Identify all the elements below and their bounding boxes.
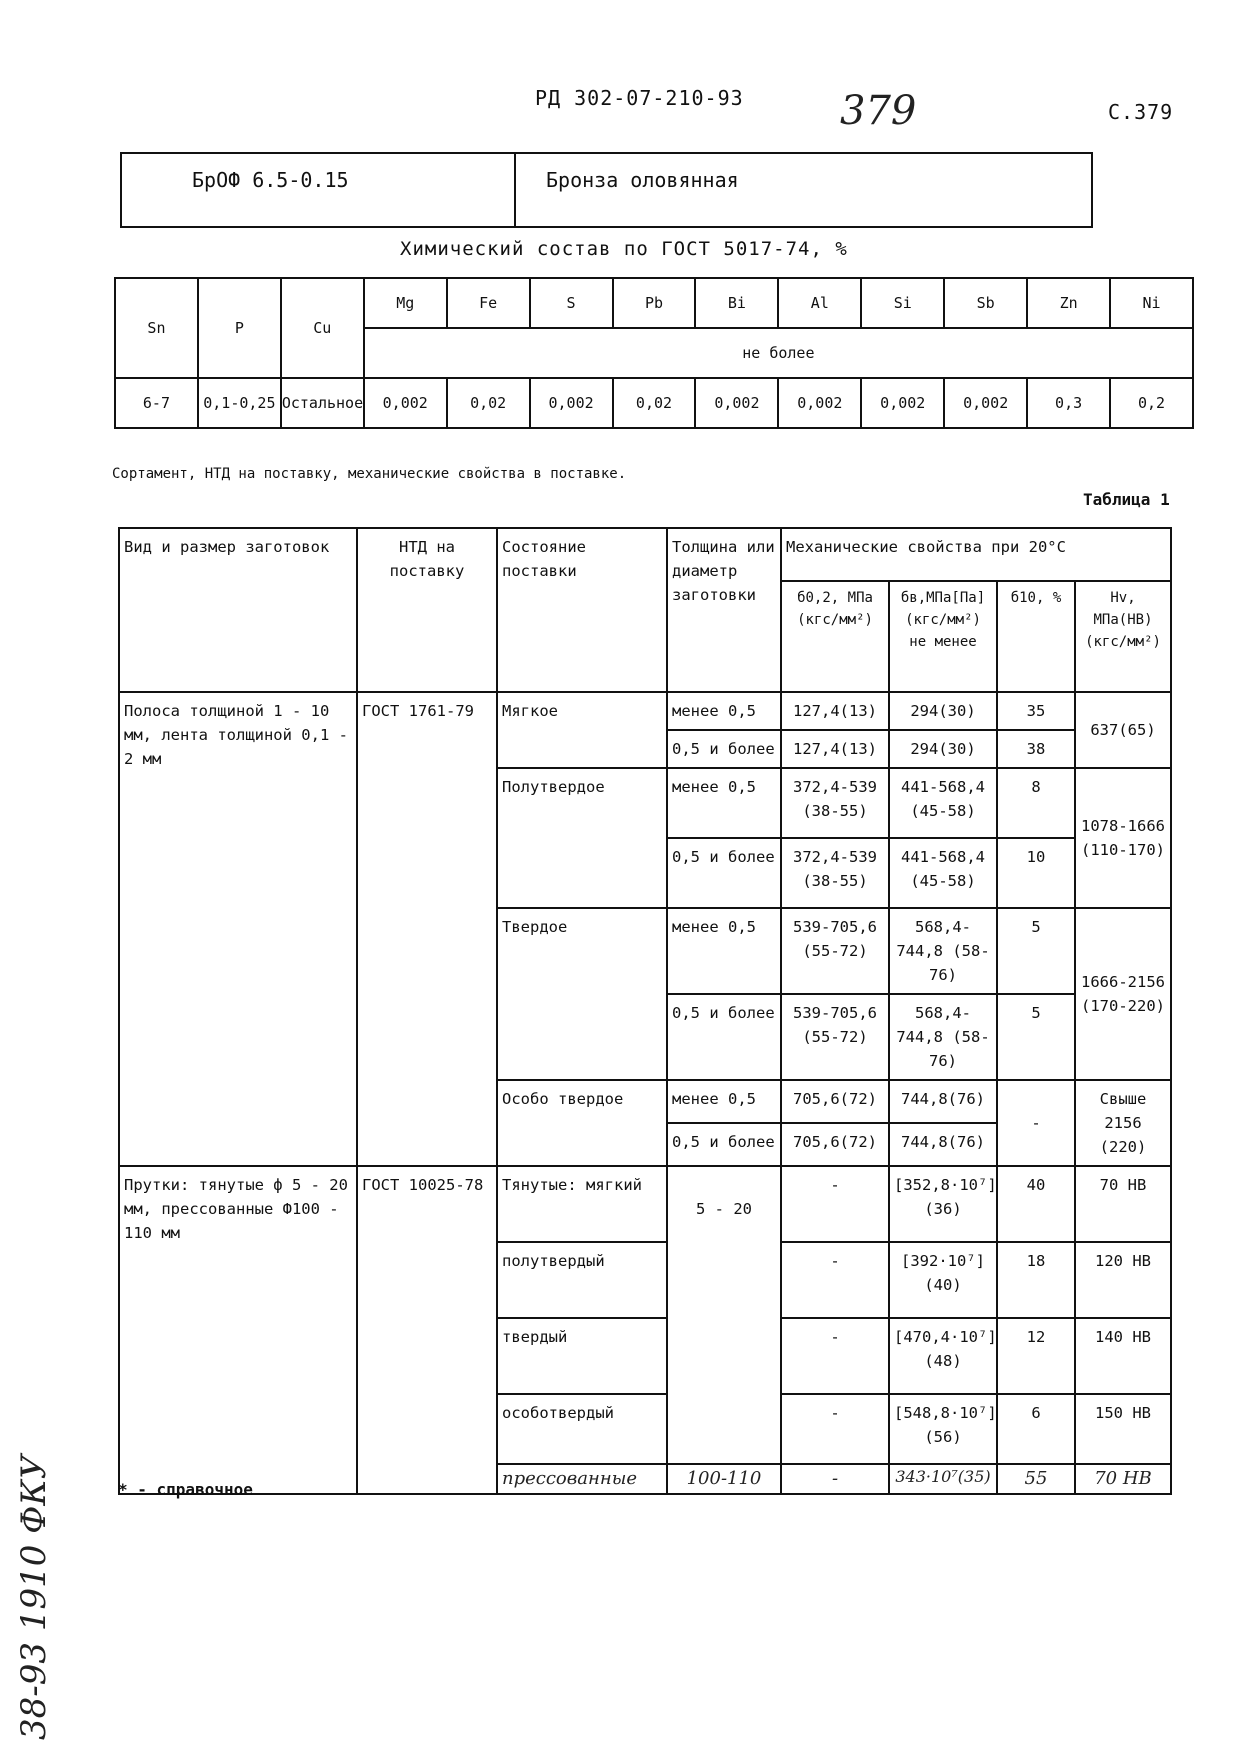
header-s02 <box>781 581 889 692</box>
chem-col-header: Bi <box>695 278 778 328</box>
header-s02-label: б0,2, МПа <box>797 590 873 607</box>
sv-cell: [470,4·10⁷] (48) <box>889 1318 997 1394</box>
thickness-cell: 0,5 и более <box>667 730 781 768</box>
header-kind <box>119 528 357 692</box>
s02-cell: 372,4-539 (38-55) <box>781 768 889 838</box>
thickness-cell: менее 0,5 <box>667 768 781 838</box>
hv-cell: Свыше 2156 (220) <box>1075 1080 1171 1166</box>
sv-cell: [352,8·10⁷] (36) <box>889 1166 997 1242</box>
sv-cell: 294(30) <box>889 692 997 730</box>
chem-col-header: Zn <box>1027 278 1110 328</box>
d10-cell: 10 <box>997 838 1075 908</box>
thickness-cell: менее 0,5 <box>667 908 781 994</box>
d10-cell: 6 <box>997 1394 1075 1464</box>
s02-cell: - <box>781 1242 889 1318</box>
hw-d10: 55 <box>997 1464 1075 1494</box>
hv-cell: 70 НВ <box>1075 1166 1171 1242</box>
bars-state: особотвердый <box>497 1394 667 1464</box>
handwritten-page-number: 379 <box>840 88 917 134</box>
chem-subheader-not-more: не более <box>364 328 1193 378</box>
header-hv <box>1075 581 1171 692</box>
header-min: не менее <box>909 633 977 650</box>
s02-cell: 539-705,6 (55-72) <box>781 908 889 994</box>
chem-value: Остальное <box>281 378 364 428</box>
header-d10: б10, % <box>997 581 1075 692</box>
sv-cell: [548,8·10⁷] (56) <box>889 1394 997 1464</box>
chem-col-header: Ni <box>1110 278 1193 328</box>
chem-value: 0,2 <box>1110 378 1193 428</box>
sv-cell: 744,8(76) <box>889 1080 997 1123</box>
material-name-cell: Бронза оловянная <box>515 153 1092 227</box>
hw-sv: 343·10⁷(35) <box>889 1464 997 1494</box>
chem-values-row <box>115 378 1193 428</box>
chem-col-header: P <box>198 278 281 378</box>
chem-composition-caption: Химический состав по ГОСТ 5017-74, % <box>400 238 848 260</box>
bars-state: Тянутые: мягкий <box>497 1166 667 1242</box>
thickness-cell: 0,5 и более <box>667 994 781 1080</box>
state-extra-hard: Особо твердое <box>497 1080 667 1166</box>
d10-cell: - <box>997 1080 1075 1166</box>
margin-handwritten-note: 38-93 1910 ФКУ <box>14 1454 54 1740</box>
sv-cell: 441-568,4 (45-58) <box>889 838 997 908</box>
sv-cell: 441-568,4 (45-58) <box>889 768 997 838</box>
header-hv-label: Hv, МПа(НВ) <box>1093 590 1153 628</box>
chem-col-header: Fe <box>447 278 530 328</box>
s02-cell: 705,6(72) <box>781 1123 889 1166</box>
hv-cell: 1078-1666 (110-170) <box>1075 768 1171 908</box>
chem-col-header: Si <box>861 278 944 328</box>
s02-cell: - <box>781 1166 889 1242</box>
hv-cell: 1666-2156 (170-220) <box>1075 908 1171 1080</box>
hv-cell: 120 НВ <box>1075 1242 1171 1318</box>
chem-col-header: Sn <box>115 278 198 378</box>
s02-cell: 372,4-539 (38-55) <box>781 838 889 908</box>
s02-cell: 127,4(13) <box>781 692 889 730</box>
header-kind-text: Вид и размер заготовок <box>124 538 330 556</box>
chem-composition-table <box>114 277 1194 429</box>
table-row <box>119 692 1171 730</box>
s02-cell: - <box>781 1394 889 1464</box>
s02-cell: 539-705,6 (55-72) <box>781 994 889 1080</box>
hw-thickness: 100-110 <box>667 1464 781 1494</box>
state-hard: Твердое <box>497 908 667 1080</box>
sv-cell: 744,8(76) <box>889 1123 997 1166</box>
strip-ntd: ГОСТ 1761-79 <box>357 692 497 1166</box>
d10-cell: 35 <box>997 692 1075 730</box>
chem-value: 0,002 <box>861 378 944 428</box>
chem-col-header: Mg <box>364 278 447 328</box>
page-number: С.379 <box>1108 100 1174 124</box>
chem-col-header: Cu <box>281 278 364 378</box>
chem-value: 0,002 <box>364 378 447 428</box>
table-row <box>119 1166 1171 1242</box>
hw-state: прессованные <box>497 1464 667 1494</box>
state-half-hard: Полутвердое <box>497 768 667 908</box>
sv-cell: 294(30) <box>889 730 997 768</box>
d10-cell: 12 <box>997 1318 1075 1394</box>
d10-cell: 18 <box>997 1242 1075 1318</box>
sv-cell: 568,4-744,8 (58-76) <box>889 908 997 994</box>
d10-cell: 8 <box>997 768 1075 838</box>
s02-cell: 705,6(72) <box>781 1080 889 1123</box>
s02-cell: - <box>781 1318 889 1394</box>
header-s02-unit: (кгс/мм²) <box>797 611 873 628</box>
chem-value: 0,02 <box>447 378 530 428</box>
bars-thickness: 5 - 20 <box>667 1166 781 1464</box>
d10-cell: 38 <box>997 730 1075 768</box>
s02-cell: 127,4(13) <box>781 730 889 768</box>
header-mech: Механические свойства при 20°С <box>781 528 1171 581</box>
chem-value: 0,002 <box>695 378 778 428</box>
d10-cell: 5 <box>997 994 1075 1080</box>
chem-header-row <box>115 278 1193 328</box>
hv-cell: 637(65) <box>1075 692 1171 768</box>
grade-cell: БрОФ 6.5-0.15 <box>121 153 515 227</box>
chem-col-header: Al <box>778 278 861 328</box>
header-ntd: НТД на поставку <box>357 528 497 692</box>
hv-cell: 150 НВ <box>1075 1394 1171 1464</box>
material-title-box <box>120 152 1093 228</box>
state-soft: Мягкое <box>497 692 667 768</box>
sv-cell: [392·10⁷] (40) <box>889 1242 997 1318</box>
table-label: Таблица 1 <box>1083 490 1170 509</box>
d10-cell: 5 <box>997 908 1075 994</box>
header-sv-label: бв,МПа[Па] <box>900 590 986 607</box>
chem-value: 0,002 <box>944 378 1027 428</box>
chem-col-header: Sb <box>944 278 1027 328</box>
d10-cell: 40 <box>997 1166 1075 1242</box>
hw-hv: 70 НВ <box>1075 1464 1171 1494</box>
header-state: Состояние поставки <box>497 528 667 692</box>
chem-value: 0,02 <box>613 378 696 428</box>
header-sv <box>889 581 997 692</box>
strip-kind: Полоса толщиной 1 - 10 мм, лента толщиной 0,1 - 2 мм <box>119 692 357 1166</box>
thickness-cell: менее 0,5 <box>667 692 781 730</box>
mechanical-properties-table <box>118 527 1172 1495</box>
hv-cell: 140 НВ <box>1075 1318 1171 1394</box>
chem-value: 0,002 <box>778 378 861 428</box>
bars-state: полутвердый <box>497 1242 667 1318</box>
chem-value: 0,1-0,25 <box>198 378 281 428</box>
bars-ntd: ГОСТ 10025-78 <box>357 1166 497 1494</box>
chem-value: 0,3 <box>1027 378 1110 428</box>
bars-kind: Прутки: тянутые ф 5 - 20 мм, прессованные Ф100 - 110 мм <box>119 1166 357 1494</box>
assortment-caption: Сортамент, НТД на поставку, механические свойства в поставке. <box>112 466 627 482</box>
thickness-cell: 0,5 и более <box>667 1123 781 1166</box>
chem-col-header: Pb <box>613 278 696 328</box>
thickness-cell: менее 0,5 <box>667 1080 781 1123</box>
header-sv-unit: (кгс/мм²) <box>905 611 981 628</box>
chem-col-header: S <box>530 278 613 328</box>
hw-s02: - <box>781 1464 889 1494</box>
bars-state: твердый <box>497 1318 667 1394</box>
header-thickness: Толщина или диаметр заготовки <box>667 528 781 692</box>
footnote: * - справочное <box>118 1480 253 1499</box>
sv-cell: 568,4-744,8 (58-76) <box>889 994 997 1080</box>
header-hv-unit: (кгс/мм²) <box>1085 633 1161 650</box>
document-code: РД 302-07-210-93 <box>535 86 744 110</box>
chem-value: 6-7 <box>115 378 198 428</box>
thickness-cell: 0,5 и более <box>667 838 781 908</box>
chem-value: 0,002 <box>530 378 613 428</box>
